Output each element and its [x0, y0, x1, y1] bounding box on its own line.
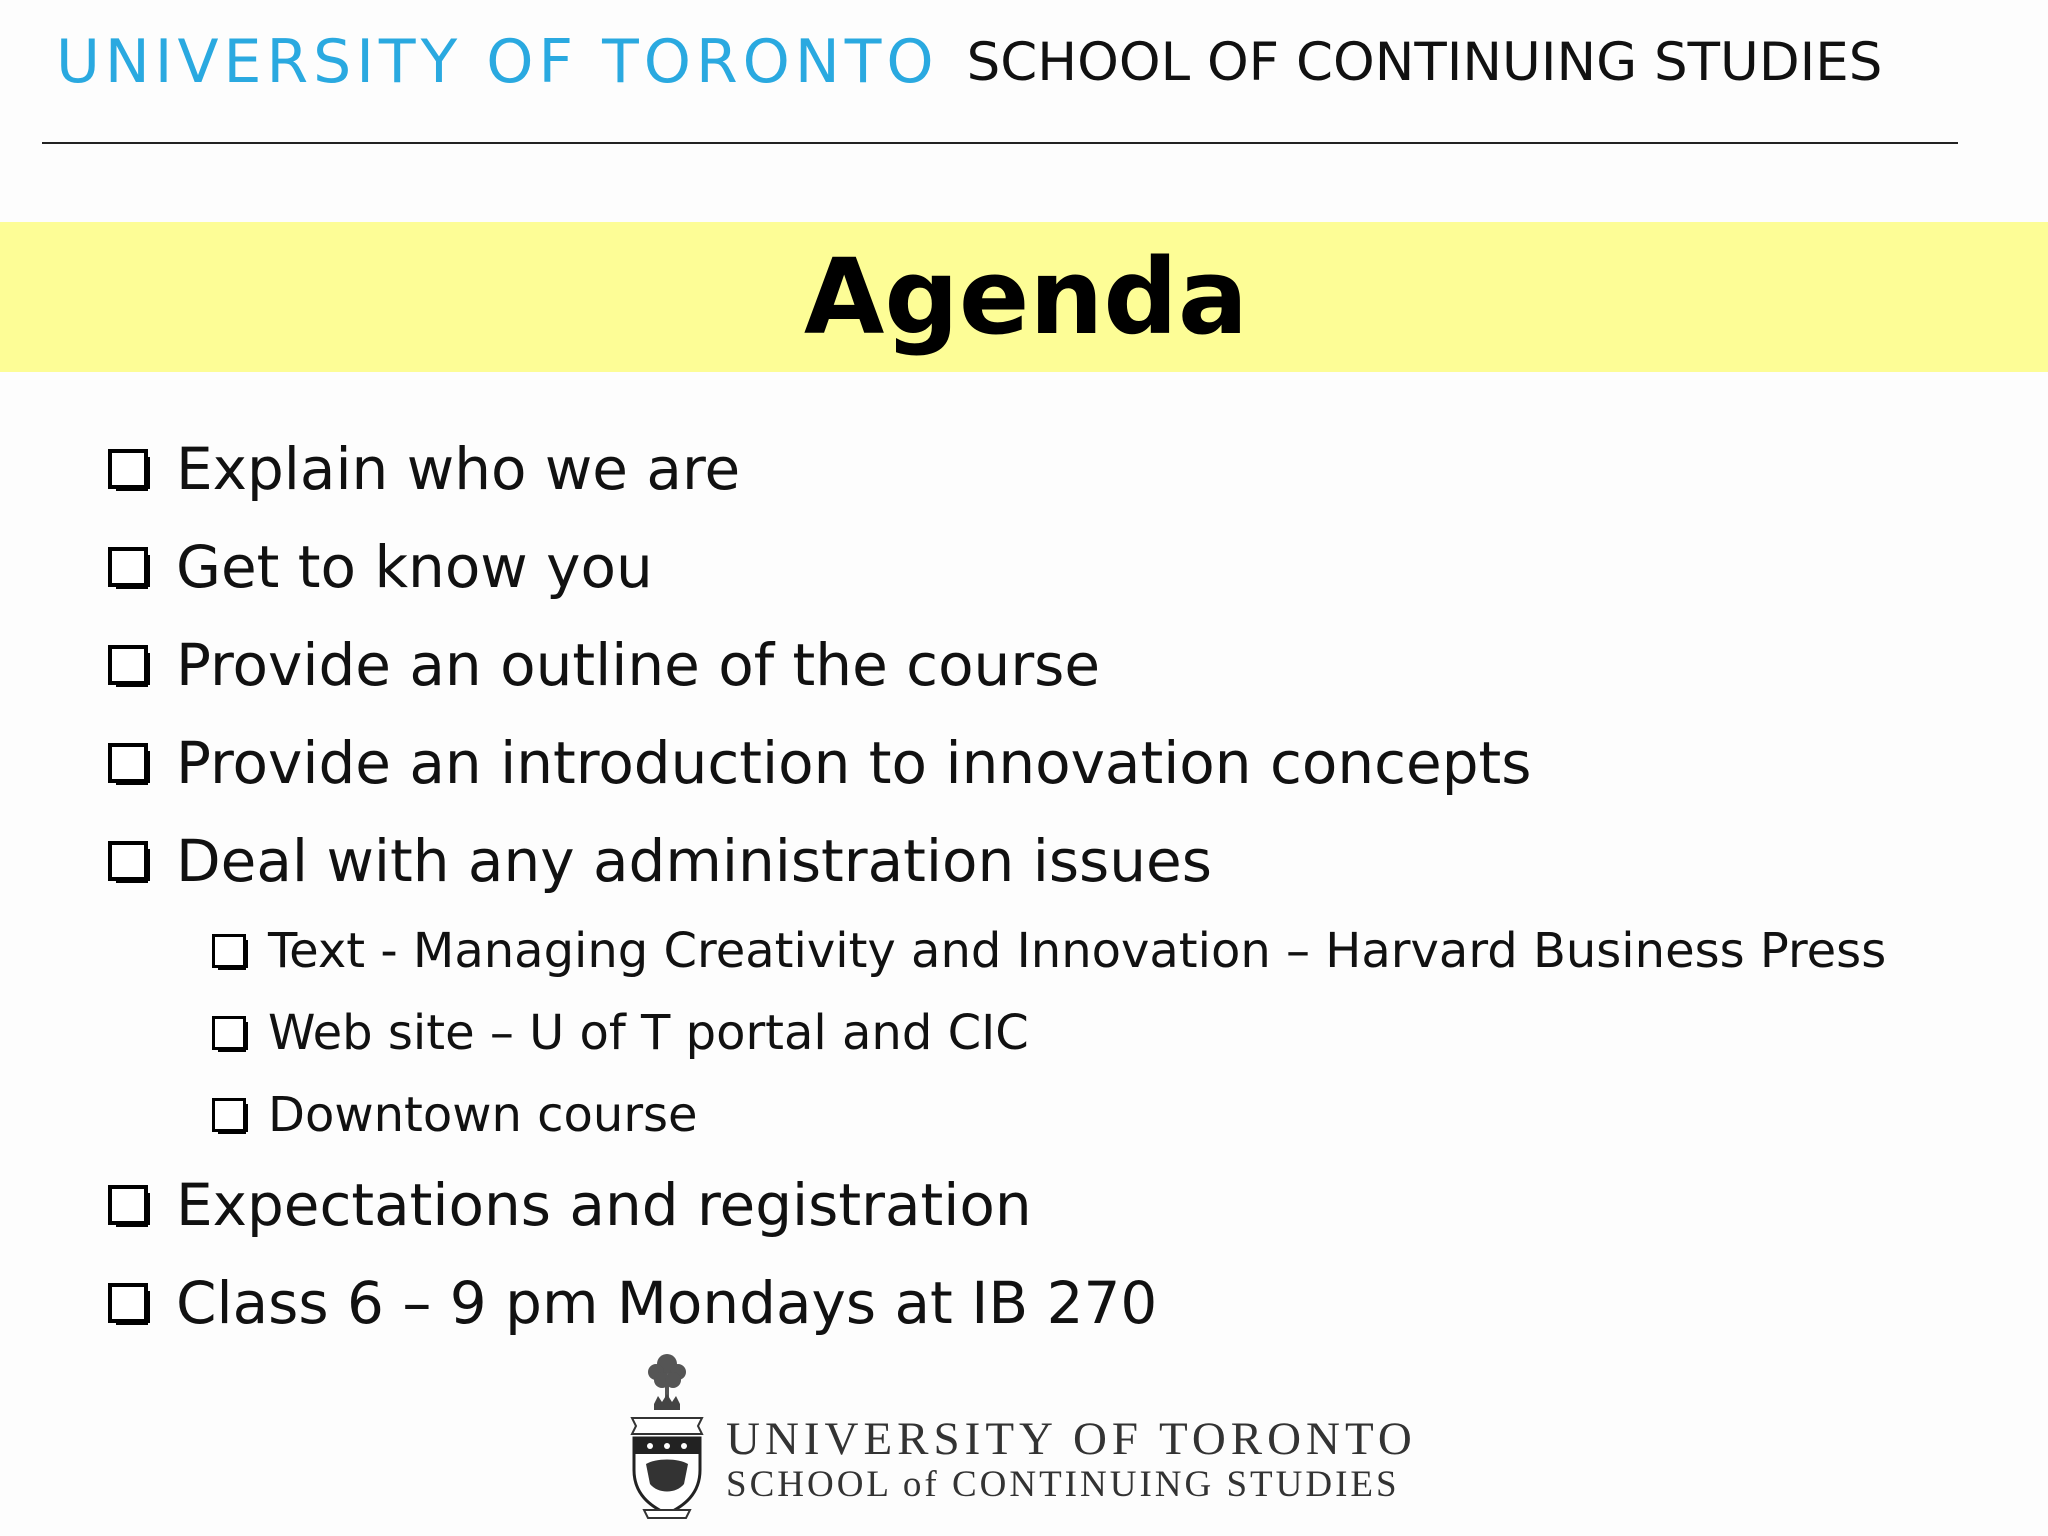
- footer-wordmark: [726, 1413, 1417, 1507]
- header-divider: [42, 142, 1958, 144]
- agenda-item: [108, 420, 1886, 518]
- agenda-item: [108, 714, 1886, 812]
- agenda-sub-item-text: Downtown course: [268, 1087, 698, 1143]
- header: [56, 22, 1882, 102]
- checkbox-icon: [108, 645, 148, 685]
- checkbox-icon: [212, 1016, 246, 1050]
- checkbox-icon: [108, 449, 148, 489]
- agenda-item-text: Deal with any administration issues: [176, 827, 1212, 895]
- title-band: [0, 222, 2048, 372]
- checkbox-icon: [108, 1283, 148, 1323]
- agenda-sub-item: [108, 910, 1886, 992]
- footer-university-name: UNIVERSITY OF TORONTO: [726, 1413, 1417, 1466]
- agenda-sub-item-text: Text - Managing Creativity and Innovation – Harvard Business Press: [268, 923, 1887, 979]
- agenda-item-text: Explain who we are: [176, 435, 741, 503]
- agenda-item: [108, 812, 1886, 910]
- checkbox-icon: [212, 1098, 246, 1132]
- agenda-item: [108, 1254, 1886, 1352]
- agenda-sub-item: [108, 1074, 1886, 1156]
- agenda-item-text: Get to know you: [176, 533, 653, 601]
- agenda-item-text: Provide an introduction to innovation concepts: [176, 729, 1532, 797]
- agenda-sub-item: [108, 992, 1886, 1074]
- school-wordmark: SCHOOL OF CONTINUING STUDIES: [966, 31, 1883, 93]
- checkbox-icon: [108, 743, 148, 783]
- agenda-item-text: Expectations and registration: [176, 1171, 1032, 1239]
- footer-logo: [626, 1344, 1417, 1524]
- page-title: Agenda: [803, 236, 1249, 358]
- checkbox-icon: [108, 1185, 148, 1225]
- agenda-sub-item-text: Web site – U of T portal and CIC: [268, 1005, 1029, 1061]
- agenda-item-text: Class 6 – 9 pm Mondays at IB 270: [176, 1269, 1158, 1337]
- university-wordmark: UNIVERSITY OF TORONTO: [56, 27, 939, 97]
- agenda-item: [108, 518, 1886, 616]
- checkbox-icon: [108, 547, 148, 587]
- university-crest-icon: [626, 1344, 708, 1524]
- agenda-item: [108, 1156, 1886, 1254]
- footer-school-name: SCHOOL of CONTINUING STUDIES: [726, 1464, 1400, 1506]
- agenda-item: [108, 616, 1886, 714]
- checkbox-icon: [108, 841, 148, 881]
- checkbox-icon: [212, 934, 246, 968]
- agenda-item-text: Provide an outline of the course: [176, 631, 1101, 699]
- agenda-list: [108, 420, 1886, 1352]
